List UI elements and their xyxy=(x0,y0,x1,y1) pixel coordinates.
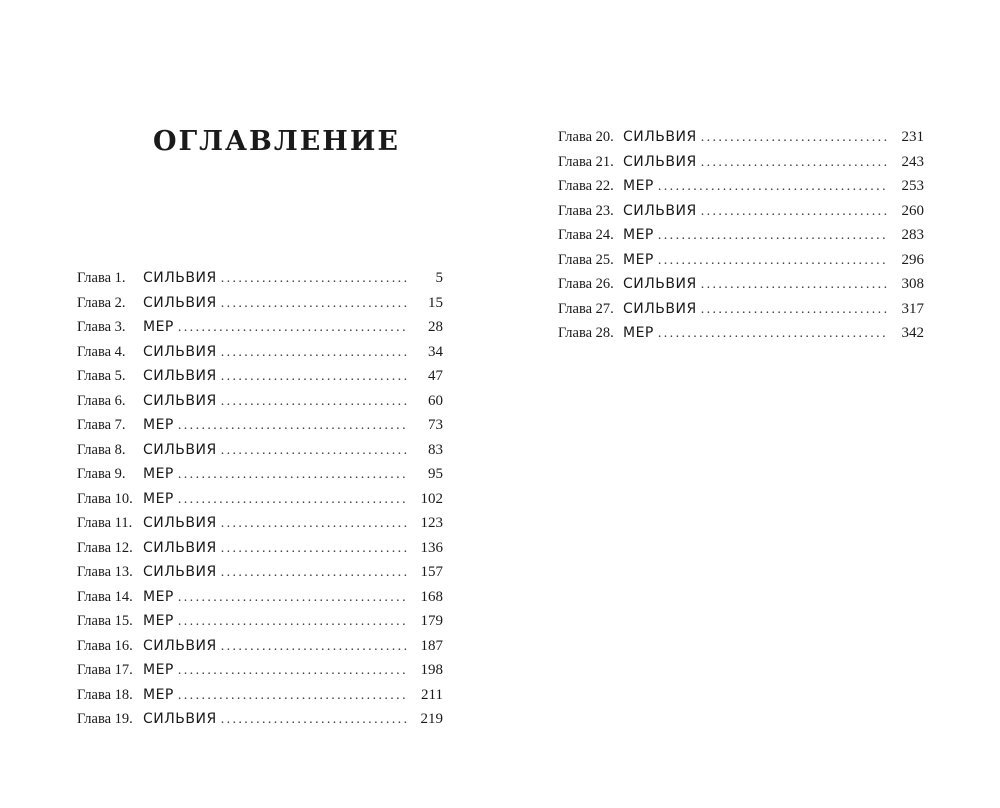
chapter-name: МЕР xyxy=(143,686,174,703)
chapter-name: СИЛЬВИЯ xyxy=(143,294,217,311)
chapter-name: СИЛЬВИЯ xyxy=(623,300,697,317)
toc-entry xyxy=(77,462,443,487)
toc-entry xyxy=(77,364,443,389)
chapter-page-number: 15 xyxy=(428,294,443,311)
chapter-page-number: 136 xyxy=(420,539,443,556)
chapter-name: СИЛЬВИЯ xyxy=(623,153,697,170)
toc-entry xyxy=(77,413,443,438)
dot-leader xyxy=(701,200,888,225)
toc-entry xyxy=(558,199,924,224)
toc-entry xyxy=(558,174,924,199)
chapter-page-number: 157 xyxy=(420,564,443,580)
chapter-label: Глава 24. xyxy=(558,227,614,243)
toc-entry xyxy=(77,658,443,683)
chapter-name: СИЛЬВИЯ xyxy=(143,441,217,458)
chapter-label: Глава 9. xyxy=(77,466,126,482)
chapter-name: МЕР xyxy=(143,613,174,629)
dot-leader xyxy=(701,298,888,323)
dot-leader xyxy=(221,635,407,660)
dot-leader xyxy=(658,175,888,200)
chapter-page-number: 95 xyxy=(428,466,443,482)
dot-leader xyxy=(221,365,407,390)
dot-leader xyxy=(658,322,888,347)
dot-leader xyxy=(221,439,407,464)
chapter-label: Глава 14. xyxy=(77,588,133,605)
chapter-name: СИЛЬВИЯ xyxy=(143,343,217,360)
chapter-name: СИЛЬВИЯ xyxy=(143,392,217,409)
dot-leader xyxy=(658,224,888,249)
dot-leader xyxy=(178,684,407,709)
chapter-name: МЕР xyxy=(623,251,654,268)
chapter-page-number: 231 xyxy=(901,129,924,145)
chapter-label: Глава 18. xyxy=(77,686,133,703)
chapter-label: Глава 8. xyxy=(77,441,126,458)
toc-entry xyxy=(77,683,443,708)
toc-entry xyxy=(77,707,443,732)
chapter-label: Глава 21. xyxy=(558,153,614,170)
toc-entry xyxy=(558,248,924,273)
chapter-page-number: 211 xyxy=(421,686,443,703)
toc-entry xyxy=(558,321,924,346)
chapter-page-number: 179 xyxy=(420,613,443,629)
chapter-name: СИЛЬВИЯ xyxy=(143,564,217,580)
chapter-label: Глава 26. xyxy=(558,276,614,292)
chapter-page-number: 317 xyxy=(901,300,924,317)
toc-right-column xyxy=(558,125,924,346)
toc-entry xyxy=(558,150,924,175)
chapter-name: СИЛЬВИЯ xyxy=(143,515,217,531)
chapter-name: СИЛЬВИЯ xyxy=(143,637,217,654)
chapter-page-number: 102 xyxy=(420,490,443,507)
toc-entry xyxy=(77,609,443,634)
dot-leader xyxy=(701,126,888,151)
chapter-name: МЕР xyxy=(623,227,654,243)
dot-leader xyxy=(178,659,407,684)
dot-leader xyxy=(221,390,407,415)
dot-leader xyxy=(701,151,888,176)
chapter-page-number: 34 xyxy=(428,343,443,360)
dot-leader xyxy=(701,273,888,298)
chapter-page-number: 243 xyxy=(901,153,924,170)
chapter-label: Глава 3. xyxy=(77,319,126,335)
toc-entry xyxy=(77,487,443,512)
dot-leader xyxy=(658,249,888,274)
chapter-label: Глава 11. xyxy=(77,515,133,531)
dot-leader xyxy=(178,586,407,611)
chapter-label: Глава 17. xyxy=(77,662,133,678)
chapter-label: Глава 23. xyxy=(558,202,614,219)
toc-entry xyxy=(77,389,443,414)
toc-entry xyxy=(558,272,924,297)
chapter-name: МЕР xyxy=(143,466,174,482)
chapter-page-number: 283 xyxy=(901,227,924,243)
dot-leader xyxy=(178,488,407,513)
chapter-page-number: 342 xyxy=(901,325,924,341)
chapter-label: Глава 15. xyxy=(77,613,133,629)
chapter-name: СИЛЬВИЯ xyxy=(623,276,697,292)
toc-left-column xyxy=(77,266,443,732)
dot-leader xyxy=(221,512,407,537)
toc-entry xyxy=(77,511,443,536)
chapter-page-number: 47 xyxy=(428,368,443,384)
chapter-name: МЕР xyxy=(143,417,174,433)
chapter-name: МЕР xyxy=(623,178,654,194)
chapter-page-number: 187 xyxy=(420,637,443,654)
chapter-page-number: 60 xyxy=(428,392,443,409)
chapter-name: СИЛЬВИЯ xyxy=(143,270,217,286)
toc-entry xyxy=(77,266,443,291)
chapter-page-number: 308 xyxy=(901,276,924,292)
chapter-name: МЕР xyxy=(143,490,174,507)
chapter-label: Глава 20. xyxy=(558,129,614,145)
chapter-page-number: 5 xyxy=(435,270,443,286)
toc-entry xyxy=(77,536,443,561)
dot-leader xyxy=(178,610,407,635)
dot-leader xyxy=(221,537,407,562)
chapter-label: Глава 28. xyxy=(558,325,614,341)
chapter-page-number: 260 xyxy=(901,202,924,219)
toc-entry xyxy=(77,315,443,340)
chapter-label: Глава 2. xyxy=(77,294,126,311)
chapter-label: Глава 6. xyxy=(77,392,126,409)
chapter-label: Глава 22. xyxy=(558,178,614,194)
toc-entry xyxy=(77,560,443,585)
page-title: ОГЛАВЛЕНИЕ xyxy=(153,126,400,157)
chapter-page-number: 28 xyxy=(428,319,443,335)
chapter-label: Глава 16. xyxy=(77,637,133,654)
chapter-label: Глава 4. xyxy=(77,343,126,360)
chapter-page-number: 198 xyxy=(420,662,443,678)
chapter-page-number: 168 xyxy=(420,588,443,605)
chapter-name: СИЛЬВИЯ xyxy=(143,711,217,727)
toc-entry xyxy=(77,585,443,610)
dot-leader xyxy=(178,463,407,488)
toc-entry xyxy=(558,223,924,248)
chapter-page-number: 83 xyxy=(428,441,443,458)
chapter-page-number: 73 xyxy=(428,417,443,433)
chapter-label: Глава 10. xyxy=(77,490,133,507)
dot-leader xyxy=(178,414,407,439)
dot-leader xyxy=(221,267,407,292)
toc-entry xyxy=(77,634,443,659)
chapter-name: МЕР xyxy=(143,319,174,335)
chapter-name: СИЛЬВИЯ xyxy=(623,202,697,219)
chapter-name: МЕР xyxy=(623,325,654,341)
dot-leader xyxy=(221,561,407,586)
chapter-label: Глава 7. xyxy=(77,417,126,433)
chapter-label: Глава 13. xyxy=(77,564,133,580)
chapter-page-number: 123 xyxy=(420,515,443,531)
chapter-label: Глава 12. xyxy=(77,539,133,556)
chapter-label: Глава 1. xyxy=(77,270,126,286)
toc-entry xyxy=(77,291,443,316)
toc-entry xyxy=(77,438,443,463)
dot-leader xyxy=(221,292,407,317)
chapter-name: СИЛЬВИЯ xyxy=(143,539,217,556)
chapter-label: Глава 27. xyxy=(558,300,614,317)
chapter-name: МЕР xyxy=(143,588,174,605)
chapter-page-number: 296 xyxy=(901,251,924,268)
toc-entry xyxy=(77,340,443,365)
chapter-label: Глава 19. xyxy=(77,711,133,727)
chapter-label: Глава 5. xyxy=(77,368,126,384)
chapter-page-number: 219 xyxy=(420,711,443,727)
toc-entry xyxy=(558,297,924,322)
chapter-name: СИЛЬВИЯ xyxy=(623,129,697,145)
dot-leader xyxy=(221,341,407,366)
chapter-page-number: 253 xyxy=(901,178,924,194)
chapter-name: МЕР xyxy=(143,662,174,678)
dot-leader xyxy=(221,708,407,733)
chapter-label: Глава 25. xyxy=(558,251,614,268)
toc-entry xyxy=(558,125,924,150)
dot-leader xyxy=(178,316,407,341)
chapter-name: СИЛЬВИЯ xyxy=(143,368,217,384)
